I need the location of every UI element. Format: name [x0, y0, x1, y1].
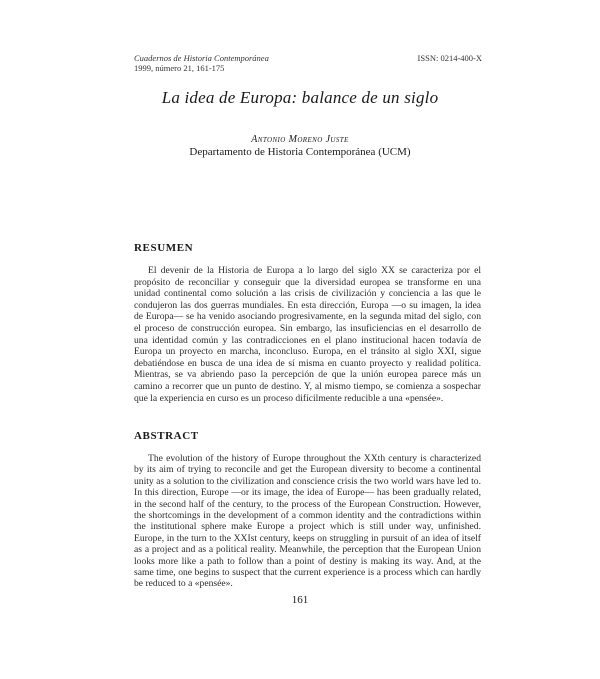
- article-title: La idea de Europa: balance de un siglo: [161, 88, 439, 107]
- abstract-heading: ABSTRACT: [134, 430, 199, 442]
- abstract-paragraph: The evolution of the history of Europe throughout the XXth century is characterized by its aim of trying to reconcile and get the European diversity to become a continental unity as a solution to the civilization and conscience crisis the two world wars have led to. In this direction, Europe —or its image, the idea of Europe— has been gradually related, in the second half of the century, to the process of the European Construction. However, the shortcomings in the development of a common identity and the contradictions within the institutional sphere make Europe a project which is still under way, unfinished. Europe, in the turn to the XXIst century, keeps on struggling in pursuit of an idea of itself as a project and as a political reality. Meanwhile, the perception that the European Union looks more like a path to follow than a point of destiny is making its way. And, at the same time, one begins to suspect that the current experience is a process which can hardly be reduced to a «pensée».: [134, 453, 481, 590]
- author-affiliation: Departamento de Historia Contemporánea (UCM): [189, 146, 411, 158]
- journal-name: Cuadernos de Historia Contemporánea: [134, 53, 269, 63]
- journal-volume-info: 1999, número 21, 161-175: [134, 63, 225, 73]
- journal-header: [134, 53, 269, 73]
- article-author: Antonio Moreno Juste: [251, 134, 349, 145]
- issn-label: ISSN: 0214-400-X: [417, 53, 482, 63]
- resumen-paragraph: El devenir de la Historia de Europa a lo largo del siglo XX se caracteriza por el propósito de reconciliar y conseguir que la diversidad europea se transforme en una unidad continental como solución a las crisis de civilización y conciencia a las que le condujeron las dos guerras mundiales. En esta dirección, Europa —o su imagen, la idea de Europa— se ha venido asociando progresivamente, en la segunda mitad del siglo, con el proceso de construcción europea. Sin embargo, las insuficiencias en el desarrollo de una identidad común y las contradicciones en el plano institucional hacen todavía de Europa un proyecto en marcha, inconcluso. Europa, en el tránsito al siglo XXI, sigue debatiéndose en busca de una idea de sí misma en cuanto proyecto y realidad política. Mientras, se va abriendo paso la percepción de que la unión europea parece más un camino a recorrer que un punto de destino. Y, al mismo tiempo, se comienza a sospechar que la experiencia en curso es un proceso difícilmente reducible a una «pensée».: [134, 265, 481, 404]
- page-number: 161: [291, 594, 309, 606]
- resumen-heading: RESUMEN: [134, 242, 194, 254]
